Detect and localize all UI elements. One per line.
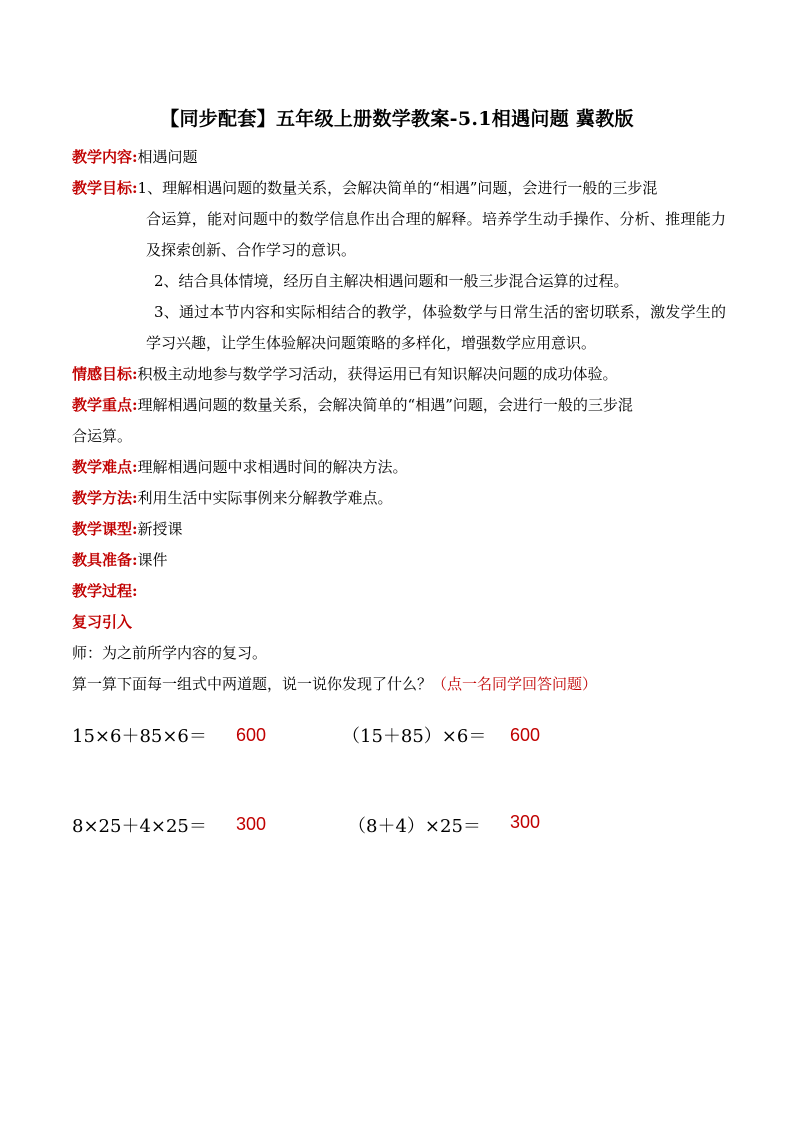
- method-text: 利用生活中实际事例来分解教学难点。: [137, 489, 393, 507]
- answer-3: 300: [236, 814, 267, 834]
- difficulty-label: 教学难点:: [72, 458, 138, 476]
- process-label: 教学过程:: [72, 582, 138, 600]
- goals-row: [72, 173, 732, 204]
- method-row: [72, 483, 732, 514]
- content-row: [72, 142, 732, 173]
- review-label: 复习引入: [72, 613, 133, 631]
- question-row: [72, 669, 732, 700]
- emotion-row: [72, 359, 732, 390]
- lesson-type-text: 新授课: [137, 520, 183, 538]
- method-label: 教学方法:: [72, 489, 138, 507]
- key-line-2: 合运算。: [72, 427, 133, 445]
- goal-2: 2、结合具体情境，经历自主解决相遇问题和一般三步混合运算的过程。: [154, 272, 629, 290]
- content-label: 教学内容:: [72, 148, 138, 166]
- goal-3: 3、通过本节内容和实际相结合的教学，体验数学与日常生活的密切联系，激发学生的学习兴趣，让学生体验解决问题策略的多样化，增强数学应用意识。: [146, 303, 726, 352]
- key-line-1: 理解相遇问题的数量关系，会解决简单的“相遇”问题，会进行一般的三步混: [137, 396, 633, 414]
- question-text: 算一算下面每一组式中两道题，说一说你发现了什么？: [72, 675, 433, 693]
- process-row: [72, 576, 732, 607]
- equation-4: （8＋4）×25＝: [348, 816, 481, 837]
- equation-3: 8×25＋4×25＝: [72, 816, 207, 837]
- key-label: 教学重点:: [72, 396, 138, 414]
- emotion-text: 积极主动地参与数学学习活动，获得运用已有知识解决问题的成功体验。: [137, 365, 618, 383]
- lesson-type-row: [72, 514, 732, 545]
- goals-label: 教学目标:: [72, 179, 138, 197]
- content-text: 相遇问题: [137, 148, 198, 166]
- tools-label: 教具准备:: [72, 551, 138, 569]
- key-row: [72, 390, 732, 421]
- document-title: 【同步配套】五年级上册数学教案-5.1相遇问题 冀教版: [160, 108, 634, 130]
- review-row: [72, 607, 732, 638]
- difficulty-row: [72, 452, 732, 483]
- equation-1: 15×6＋85×6＝: [72, 726, 207, 747]
- goal-1-line-1: 1、理解相遇问题的数量关系，会解决简单的“相遇”问题，会进行一般的三步混: [137, 179, 658, 197]
- answer-1: 600: [236, 725, 267, 745]
- tools-row: [72, 545, 732, 576]
- goal-1-rest: 合运算，能对问题中的数学信息作出合理的解释。培养学生动手操作、分析、推理能力及探索创新、合作学习的意识。: [146, 210, 726, 259]
- answer-4: 300: [510, 812, 541, 832]
- teacher-line: 师：为之前所学内容的复习。: [72, 644, 268, 662]
- equation-2: （15＋85）×6＝: [342, 726, 487, 747]
- lesson-type-label: 教学课型:: [72, 520, 138, 538]
- emotion-label: 情感目标:: [72, 365, 138, 383]
- question-note: （点一名同学回答问题）: [432, 675, 598, 693]
- tools-text: 课件: [137, 551, 168, 569]
- answer-2: 600: [510, 725, 541, 745]
- difficulty-text: 理解相遇问题中求相遇时间的解决方法。: [137, 458, 408, 476]
